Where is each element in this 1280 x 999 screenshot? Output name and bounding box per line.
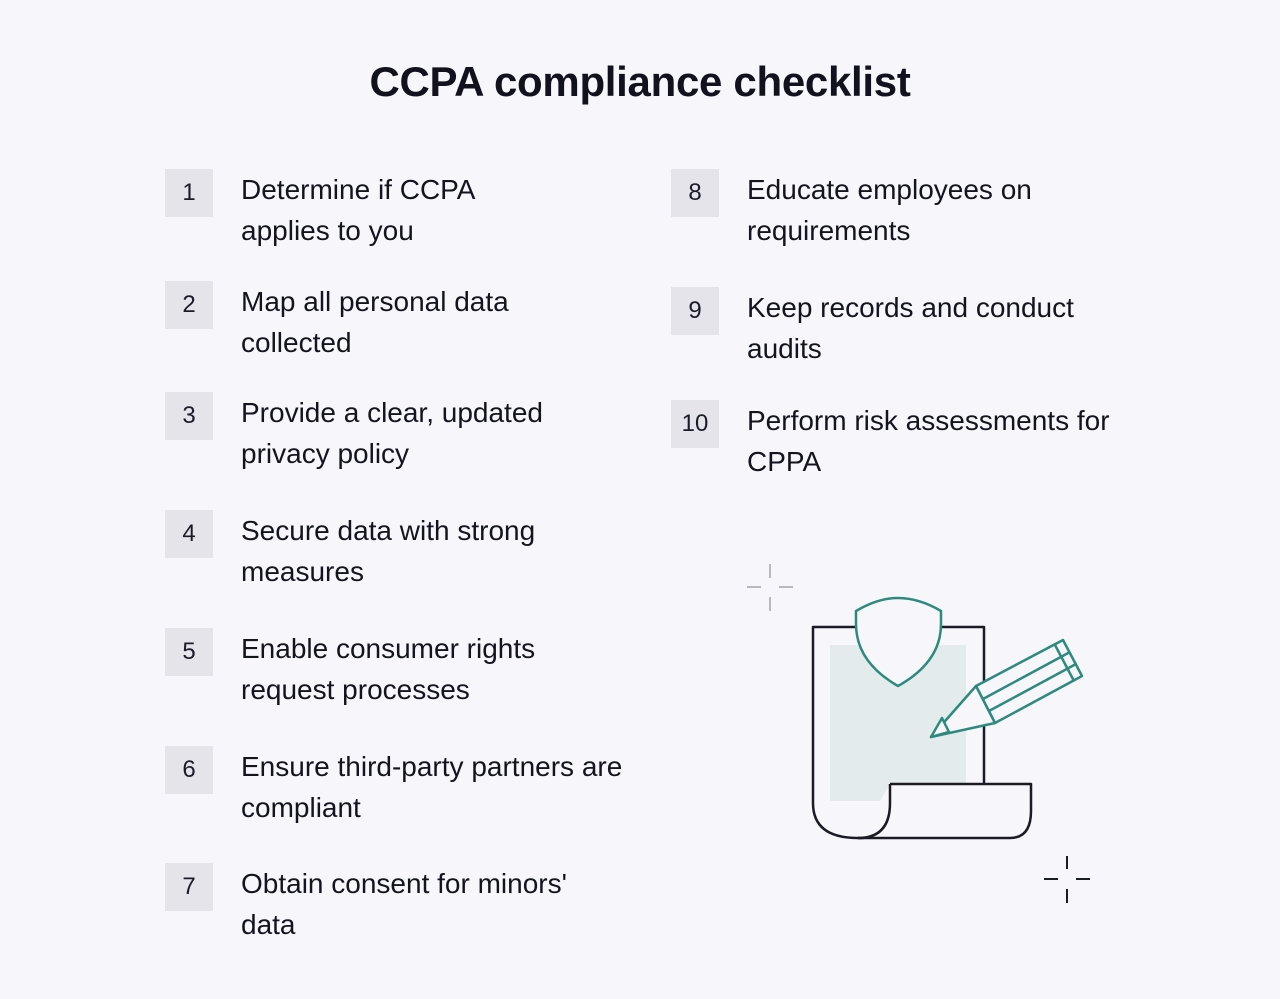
item-number: 4	[165, 510, 213, 558]
item-number: 6	[165, 746, 213, 794]
item-number: 5	[165, 628, 213, 676]
sparkle-icon	[1044, 856, 1090, 903]
clipboard-shield-pencil-icon	[740, 556, 1100, 916]
item-number: 7	[165, 863, 213, 911]
item-text: Determine if CCPA applies to you	[241, 174, 474, 246]
item-number: 1	[165, 169, 213, 217]
item-text: Enable consumer rights request processes	[241, 633, 536, 705]
item-text: Keep records and conduct audits	[747, 292, 1074, 364]
item-number: 9	[671, 287, 719, 335]
page-title: CCPA compliance checklist	[369, 58, 911, 105]
item-text: Obtain consent for minors' data	[241, 868, 567, 940]
item-number: 8	[671, 169, 719, 217]
item-text: Ensure third-party partners are compliant	[241, 751, 623, 823]
sparkle-icon	[747, 564, 793, 611]
item-text: Educate employees on requirements	[747, 174, 1032, 246]
item-text: Provide a clear, updated privacy policy	[241, 397, 543, 469]
item-text: Perform risk assessments for CPPA	[747, 405, 1110, 477]
item-number: 3	[165, 392, 213, 440]
item-number: 10	[671, 400, 719, 448]
item-number: 2	[165, 281, 213, 329]
item-text: Secure data with strong measures	[241, 515, 536, 587]
item-text: Map all personal data collected	[241, 286, 509, 358]
